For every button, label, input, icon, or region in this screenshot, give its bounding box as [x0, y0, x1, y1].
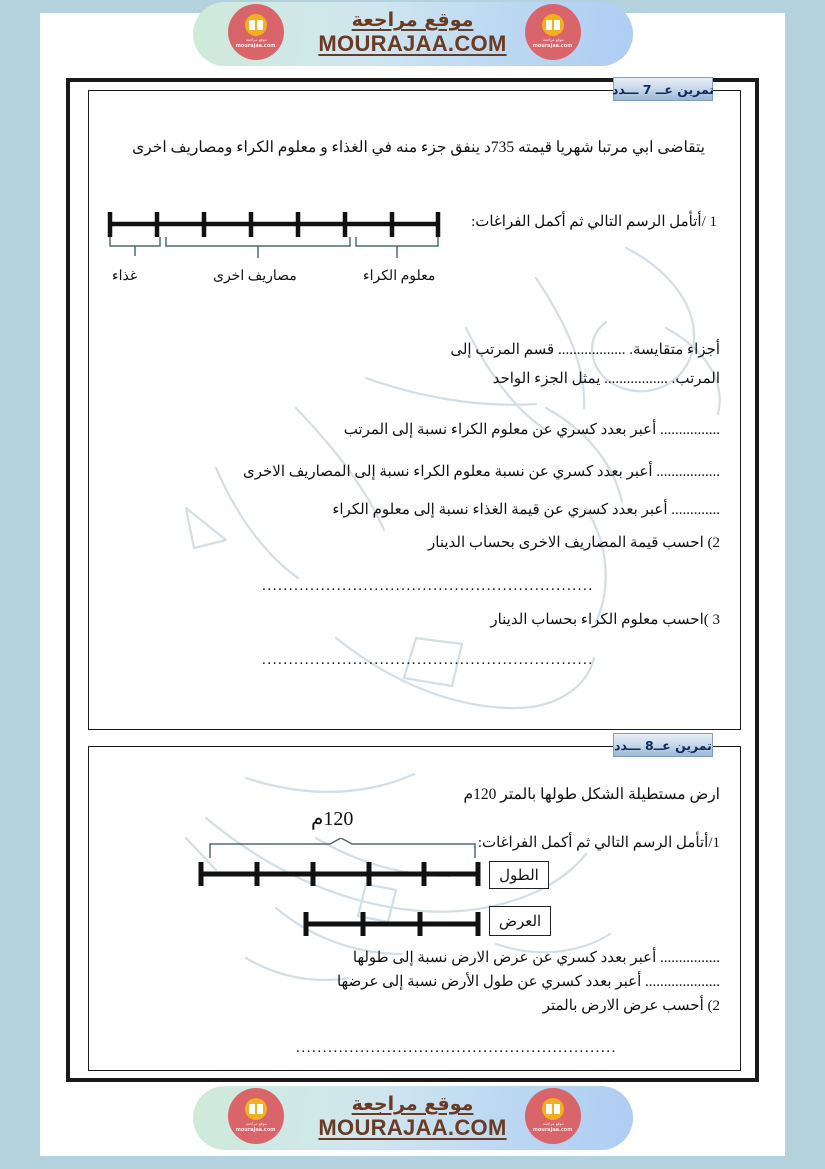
exercise-7-bracket-label-other-expenses: مصاريف اخرى — [213, 269, 297, 284]
badge-name-ar: موقع مراجعة — [542, 1121, 564, 1126]
exercise-8-question-2: 2) أحسب عرض الارض بالمتر — [542, 998, 720, 1014]
book-icon — [542, 14, 564, 36]
ex8-blank-1-before: أعبر بعدد كسري عن عرض الارض نسبة إلى طولها — [352, 950, 657, 966]
exercise-7-blank-2 — [330, 369, 720, 388]
ex8-blank-2-before: أعبر بعدد كسري عن طول الأرض نسبة إلى عرضها — [336, 974, 642, 990]
brand-footer — [0, 1084, 825, 1152]
exercise-7-answer-line-3: .............................................................. — [262, 652, 594, 668]
brand-name-ar-bottom: موقع مراجعة — [351, 1093, 474, 1116]
brand-badge-right-top — [525, 4, 581, 60]
badge-name-ar: موقع مراجعة — [542, 37, 564, 42]
badge-name-ar: موقع مراجعة — [245, 37, 267, 42]
blank-3-before: أعبر بعدد كسري عن معلوم الكراء نسبة إلى المرتب — [343, 422, 657, 438]
exercise-7-blank-1 — [330, 340, 720, 359]
exercise-8-width-box: العرض — [489, 906, 551, 936]
book-icon — [245, 14, 267, 36]
brand-badge-right-bottom — [525, 1088, 581, 1144]
exercise-7-card — [88, 81, 741, 730]
brand-badge-left-top — [228, 4, 284, 60]
blank-1-dots: .................. — [557, 342, 626, 358]
brand-url-bottom[interactable]: MOURAJAA.COM — [318, 1115, 507, 1141]
badge-url: mourajaa.com — [236, 1127, 276, 1134]
blank-1-before: قسم المرتب إلى — [450, 342, 555, 358]
exercise-7-question-2: 2) احسب قيمة المصاريف الاخرى بحساب الدينار — [428, 535, 720, 551]
blank-4-before: أعبر بعدد كسري عن نسبة معلوم الكراء نسبة إلى المصاريف الاخرى — [242, 464, 653, 480]
exercise-7-question-3: 3 )احسب معلوم الكراء بحساب الدينار — [490, 612, 720, 628]
exercise-7-blank-3 — [300, 420, 720, 439]
badge-url: mourajaa.com — [533, 43, 573, 50]
exercise-8-width-numberline — [300, 908, 485, 945]
exercise-8-title: تمرين عــ8 ـــدد — [613, 733, 713, 757]
ex8-blank-1-dots: ................ — [660, 950, 720, 966]
badge-name-ar: موقع مراجعة — [245, 1121, 267, 1126]
blank-1-after: أجزاء متقايسة. — [629, 342, 720, 358]
blank-4-dots: ................. — [656, 464, 720, 480]
book-icon — [542, 1098, 564, 1120]
brand-header — [0, 0, 825, 68]
ex8-blank-2-dots: .................... — [645, 974, 720, 990]
exercise-8-blank-2 — [285, 972, 720, 991]
brand-url-top[interactable]: MOURAJAA.COM — [318, 31, 507, 57]
exercise-8-length-numberline — [195, 858, 485, 895]
exercise-7-answer-line-2: .............................................................. — [262, 578, 594, 594]
blank-3-dots: ................ — [660, 422, 720, 438]
exercise-8-blank-1 — [295, 948, 720, 967]
badge-url: mourajaa.com — [236, 43, 276, 50]
blank-5-dots: ............. — [671, 502, 720, 518]
brand-name-ar-top: موقع مراجعة — [351, 9, 474, 32]
badge-url: mourajaa.com — [533, 1127, 573, 1134]
exercise-7-blank-4 — [183, 462, 720, 481]
exercise-7-title: تمرين عــ 7 ـــدد — [613, 77, 713, 101]
exercise-7-statement: يتقاضى ابي مرتبا شهريا قيمته 735د ينفق جزء منه في الغذاء و معلوم الكراء ومصاريف اخرى — [132, 139, 705, 156]
exercise-7-bracket-label-ghidaa: غذاء — [112, 269, 138, 284]
blank-2-before: يمثل الجزء الواحد — [492, 371, 601, 387]
exercise-7-blank-5 — [285, 500, 720, 519]
brand-badge-left-bottom — [228, 1088, 284, 1144]
blank-2-after: المرتب. — [671, 371, 720, 387]
exercise-8-answer-line: ............................................................ — [296, 1040, 617, 1056]
exercise-8-question-1: 1/أتأمل الرسم التالي ثم أكمل الفراغات: — [477, 835, 720, 851]
exercise-8-length-box: الطول — [489, 861, 549, 889]
exercise-7-question-1: 1 /أتأمل الرسم التالي ثم أكمل الفراغات: — [471, 214, 717, 230]
blank-2-dots: ................. — [604, 371, 668, 387]
blank-5-before: أعبر بعدد كسري عن قيمة الغذاء نسبة إلى معلوم الكراء — [332, 502, 668, 518]
exercise-8-statement: ارض مستطيلة الشكل طولها بالمتر 120م — [463, 786, 720, 803]
exercise-7-bracket-label-rent: معلوم الكراء — [363, 269, 436, 284]
exercise-7-brackets — [104, 232, 444, 271]
exercise-8-measure-label: 120م — [311, 808, 354, 830]
book-icon — [245, 1098, 267, 1120]
